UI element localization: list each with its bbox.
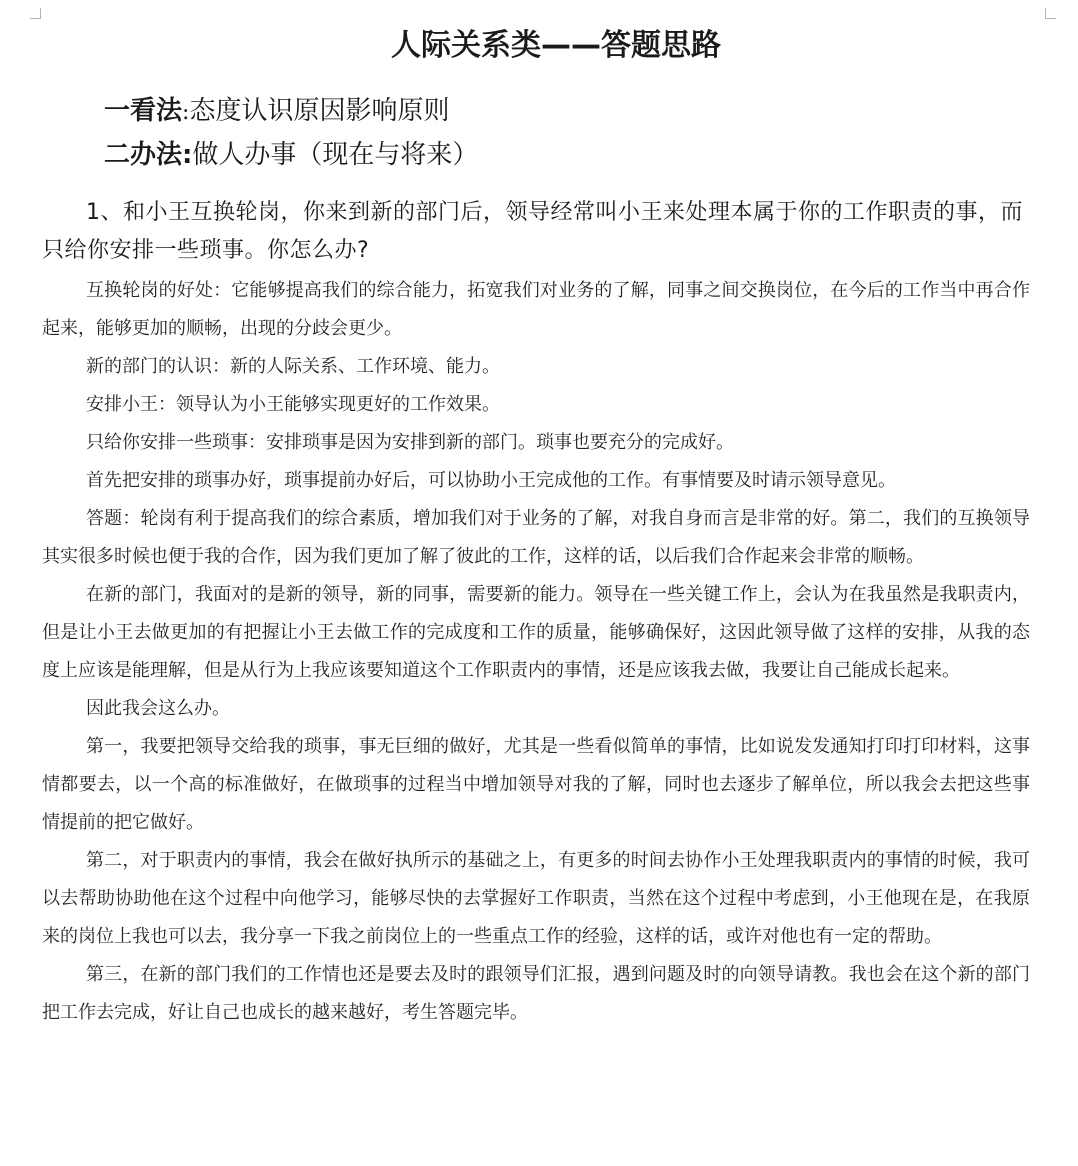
question-heading: 1、和小王互换轮岗，你来到新的部门后，领导经常叫小王来处理本属于你的工作职责的事，而只给你安排一些琐事。你怎么办? bbox=[42, 200, 1024, 263]
paragraph: 第一，我要把领导交给我的琐事，事无巨细的做好，尤其是一些看似简单的事情，比如说发发通知打印打印材料，这事情都要去，以一个高的标准做好，在做琐事的过程当中增加领导对我的了解，同时也去逐步了解单位，所以我会去把这些事情提前的把它做好。 bbox=[42, 736, 1030, 833]
answer-body bbox=[42, 272, 1030, 1032]
paragraph: 新的部门的认识：新的人际关系、工作环境、能力。 bbox=[86, 356, 500, 377]
document-page bbox=[42, 24, 1030, 1032]
method-view-separator: : bbox=[182, 100, 190, 125]
method-action-key: 二办法 bbox=[104, 140, 183, 170]
paragraph: 答题：轮岗有利于提高我们的综合素质，增加我们对于业务的了解，对我自身而言是非常的好。第二，我们的互换领导其实很多时候也便于我的合作，因为我们更加了解了彼此的工作，这样的话，以后我们合作起来会非常的顺畅。 bbox=[42, 508, 1030, 567]
paragraph: 只给你安排一些琐事：安排琐事是因为安排到新的部门。琐事也要充分的完成好。 bbox=[86, 432, 734, 453]
method-view-key: 一看法 bbox=[104, 96, 183, 126]
paragraph: 互换轮岗的好处：它能够提高我们的综合能力，拓宽我们对业务的了解，同事之间交换岗位，在今后的工作当中再合作起来，能够更加的顺畅，出现的分歧会更少。 bbox=[42, 280, 1030, 339]
paragraph: 首先把安排的琐事办好，琐事提前办好后，可以协助小王完成他的工作。有事情要及时请示领导意见。 bbox=[86, 470, 896, 491]
paragraph: 在新的部门，我面对的是新的领导，新的同事，需要新的能力。领导在一些关键工作上，会认为在我虽然是我职责内，但是让小王去做更加的有把握让小王去做工作的完成度和工作的质量，能够确保好，这因此领导做了这样的安排，从我的态度上应该是能理解，但是从行为上我应该要知道这个工作职责内的事情，还是应该我去做，我要让自己能成长起来。 bbox=[42, 584, 1030, 681]
method-line-action bbox=[104, 134, 1030, 176]
method-action-separator: : bbox=[182, 140, 193, 170]
paragraph: 因此我会这么办。 bbox=[86, 698, 230, 719]
page-title: 人际关系类——答题思路 bbox=[391, 28, 721, 63]
paragraph: 安排小王：领导认为小王能够实现更好的工作效果。 bbox=[86, 394, 500, 415]
page-corner-mark-top-left bbox=[30, 8, 41, 19]
page-corner-mark-top-right bbox=[1045, 8, 1056, 19]
paragraph: 第二，对于职责内的事情，我会在做好执所示的基础之上，有更多的时间去协作小王处理我职责内的事情的时候，我可以去帮助协助他在这个过程中向他学习，能够尽快的去掌握好工作职责，当然在这个过程中考虑到，小王他现在是，在我原来的岗位上我也可以去，我分享一下我之前岗位上的一些重点工作的经验，这样的话，或许对他也有一定的帮助。 bbox=[42, 850, 1030, 947]
method-line-view bbox=[104, 90, 1030, 134]
method-action-text: 做人办事（现在与将来） bbox=[192, 140, 479, 170]
method-view-text: 态度认识原因影响原则 bbox=[189, 96, 450, 126]
paragraph: 第三，在新的部门我们的工作情也还是要去及时的跟领导们汇报，遇到问题及时的向领导请教。我也会在这个新的部门把工作去完成，好让自己也成长的越来越好，考生答题完毕。 bbox=[42, 964, 1030, 1023]
